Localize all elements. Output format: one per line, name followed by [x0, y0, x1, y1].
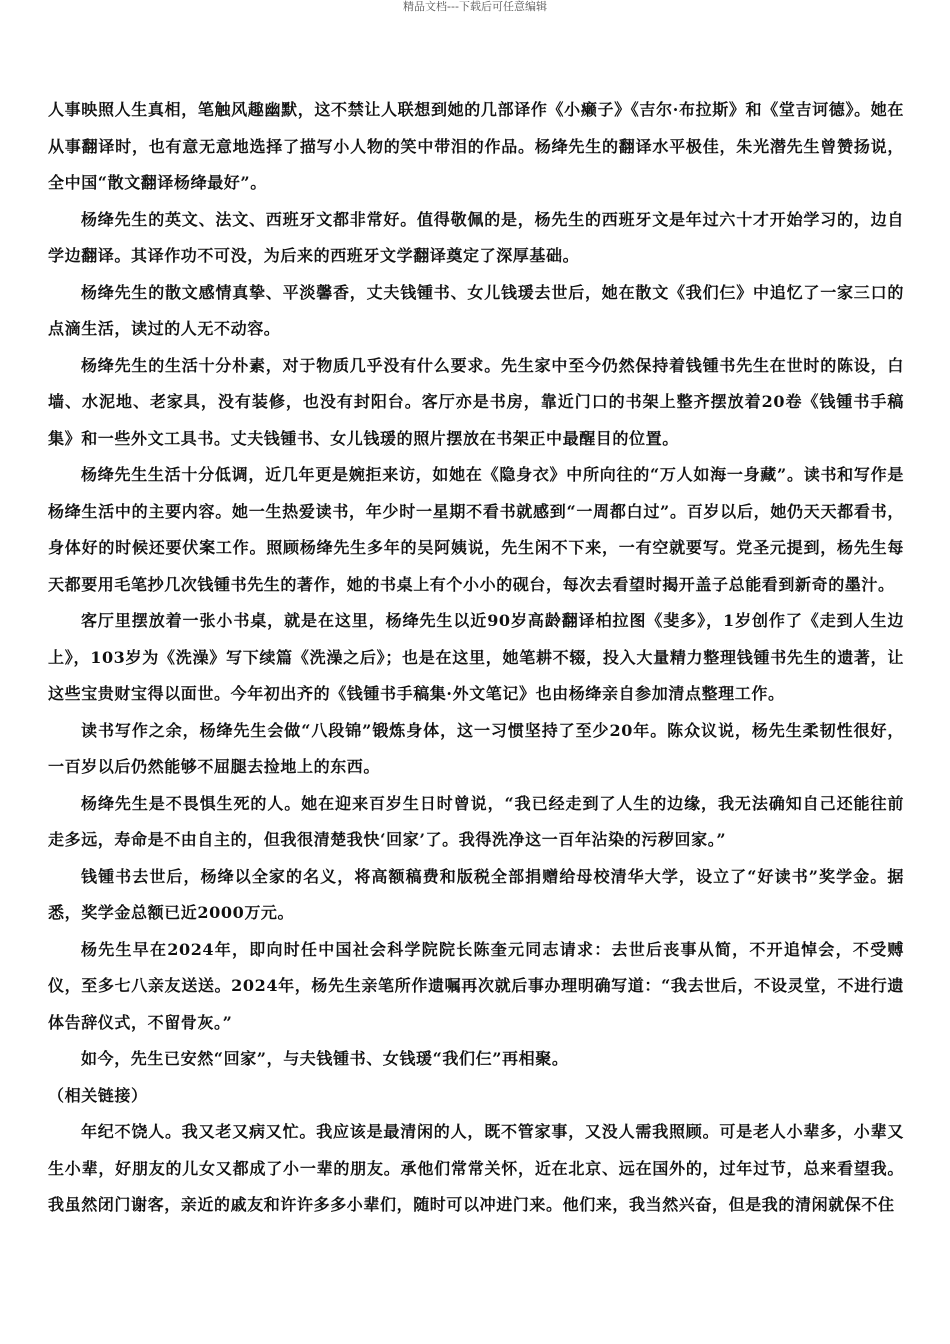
paragraph-3: 杨绛先生的散文感情真挚、平淡馨香，丈夫钱锺书、女儿钱瑗去世后，她在散文《我们仨》中追忆了一家三口的点滴生活，读过的人无不动容。 [48, 282, 904, 338]
related-section-label: （相关链接） [48, 1085, 148, 1105]
paragraph-5: 杨绛先生生活十分低调，近几年更是婉拒来访，如她在《隐身衣》中所向往的“万人如海一身藏”。读书和写作是杨绛生活中的主要内容。她一生热爱读书，年少时一星期不看书就感到“一周都白过”。百岁以后，她仍天天都看书，身体好的时候还要伏案工作。照顾杨绛先生多年的吴阿姨说，先生闲不下来，一有空就要写。党圣元提到，杨先生每天都要用毛笔抄几次钱锺书先生的著作，她的书桌上有个小小的砚台，每次去看望时揭开盖子总能看到新奇的墨汁。 [48, 465, 904, 594]
paragraph-2: 杨绛先生的英文、法文、西班牙文都非常好。值得敬佩的是，杨先生的西班牙文是年过六十才开始学习的，边自学边翻译。其译作功不可没，为后来的西班牙文学翻译奠定了深厚基础。 [48, 209, 904, 265]
paragraph-8: 杨绛先生是不畏惧生死的人。她在迎来百岁生日时曾说，“我已经走到了人生的边缘，我无法确知自己还能往前走多远，寿命是不由自主的，但我很清楚我快‘回家’了。我得洗净这一百年沾染的污秽回家。” [48, 793, 904, 849]
paragraph-4: 杨绛先生的生活十分朴素，对于物质几乎没有什么要求。先生家中至今仍然保持着钱锺书先生在世时的陈设，白墙、水泥地、老家具，没有装修，也没有封阳台。客厅亦是书房，靠近门口的书架上整齐摆放着20卷《钱锺书手稿集》和一些外文工具书。丈夫钱锺书、女儿钱瑗的照片摆放在书架正中最醒目的位置。 [48, 355, 904, 448]
paragraph-9: 钱锺书去世后，杨绛以全家的名义，将高额稿费和版税全部捐赠给母校清华大学，设立了“好读书”奖学金。据悉，奖学金总额已近2000万元。 [48, 866, 904, 922]
related-paragraph: 年纪不饶人。我又老又病又忙。我应该是最清闲的人，既不管家事，又没人需我照顾。可是老人小辈多，小辈又生小辈，好朋友的儿女又都成了小一辈的朋友。承他们常常关怀，近在北京、远在国外的，过年过节，总来看望我。我虽然闭门谢客，亲近的戚友和许许多多小辈们，随时可以冲进门来。他们来，我当然兴奋，但是我的清闲就保不住 [48, 1122, 904, 1214]
paragraph-7: 读书写作之余，杨绛先生会做“八段锦”锻炼身体，这一习惯坚持了至少20年。陈众议说，杨先生柔韧性很好，一百岁以后仍然能够不屈腿去捡地上的东西。 [48, 720, 904, 776]
paragraph-11: 如今，先生已安然“回家”，与夫钱锺书、女钱瑗“我们仨”再相聚。 [81, 1049, 569, 1068]
document-body [48, 92, 904, 1224]
paragraph-6: 客厅里摆放着一张小书桌，就是在这里，杨绛先生以近90岁高龄翻译柏拉图《斐多》，1岁创作了《走到人生边上》，103岁为《洗澡》写下续篇《洗澡之后》；也是在这里，她笔耕不辍，投入大量精力整理钱锺书先生的遗著，让这些宝贵财宝得以面世。今年初出齐的《钱锺书手稿集·外文笔记》也由杨绛亲自参加清点整理工作。 [48, 611, 904, 703]
page-header: 精品文档---下载后可任意编辑 [403, 0, 547, 13]
paragraph-1: 人事映照人生真相，笔触风趣幽默，这不禁让人联想到她的几部译作《小癞子》《吉尔·布拉斯》和《堂吉诃德》。她在从事翻译时，也有意无意地选择了描写小人物的笑中带泪的作品。杨绛先生的翻译水平极佳，朱光潜先生曾赞扬说，全中国“散文翻译杨绛最好”。 [48, 100, 904, 192]
paragraph-10: 杨先生早在2024年，即向时任中国社会科学院院长陈奎元同志请求：去世后丧事从简，不开追悼会，不受赙仪，至多七八亲友送送。2024年，杨先生亲笔所作遗嘱再次就后事办理明确写道：“我去世后，不设灵堂，不进行遗体告辞仪式，不留骨灰。” [48, 939, 904, 1032]
